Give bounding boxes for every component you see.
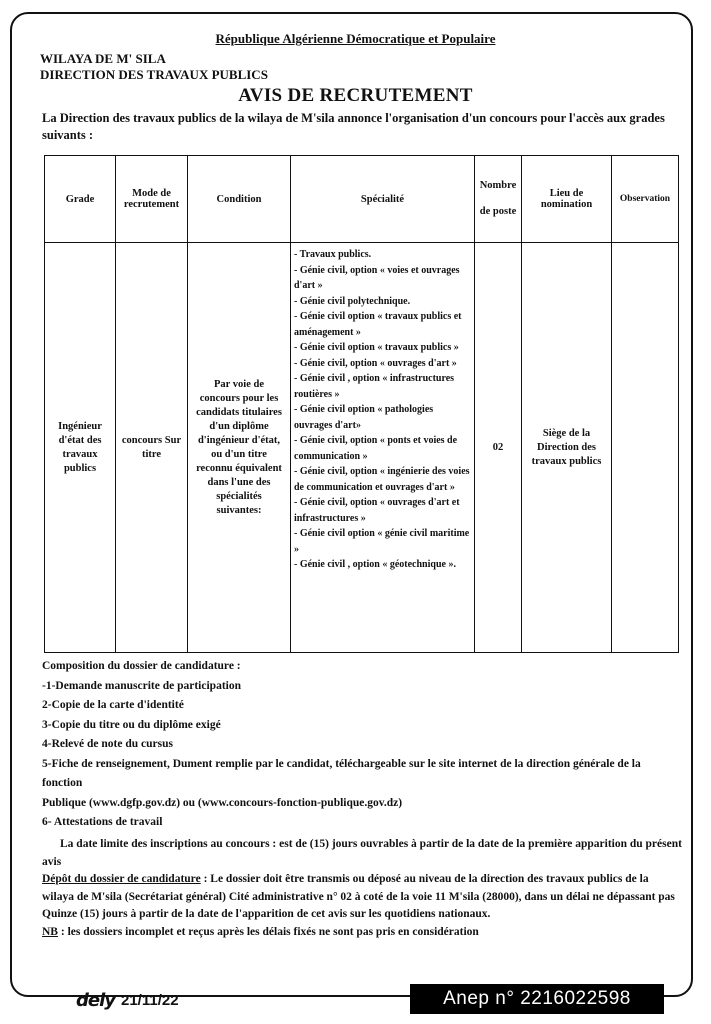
cell-lieu: Siège de la Direction des travaux publics: [522, 243, 612, 653]
specialite-item: - Génie civil, option « ouvrages d'art »: [294, 357, 457, 369]
cell-nombre: 02: [475, 243, 522, 653]
specialite-item: - Génie civil, option « ouvrages d'art et infrastructures »: [294, 497, 460, 524]
header-lieu: Lieu de nomination: [522, 156, 612, 243]
depot-text: : Le dossier doit être transmis ou déposé au niveau de la direction des travaux publics de la wilaya de M'sila (Secrétariat général) Cité administrative n° 02 à coté de la voie 11 M'sila (28000), dans un délai ne dépassant pas Quinze (15) jours à partir de la date de l'apparition de cet avis sur les quotidiens nationaux.: [42, 873, 675, 920]
dossier-item: -1-Demande manuscrite de participation: [42, 679, 241, 692]
direction-name: DIRECTION DES TRAVAUX PUBLICS: [40, 67, 268, 82]
specialite-list: [294, 247, 471, 573]
cell-condition: Par voie de concours pour les candidats titulaires d'un diplôme d'ingénieur d'état, ou d'un titre reconnu équivalent dans l'une des spécialités suivantes:: [188, 243, 291, 653]
cell-grade: Ingénieur d'état des travaux publics: [45, 243, 116, 653]
specialite-item: - Génie civil option « travaux publics »: [294, 342, 459, 353]
publication-date: 21/11/22: [121, 992, 179, 1009]
page-title: AVIS DE RECRUTEMENT: [238, 85, 473, 106]
dossier-item: 6- Attestations de travail: [42, 816, 163, 828]
header-observation: Observation: [612, 156, 679, 243]
header-specialite: Spécialité: [291, 156, 475, 243]
specialite-item: - Génie civil, option « voies et ouvrages d'art »: [294, 264, 460, 291]
nb-text: : les dossiers incomplet et reçus après les délais fixés ne sont pas pris en considération: [60, 925, 479, 938]
newspaper-logo: dely: [76, 990, 115, 1011]
specialite-item: - Génie civil option « pathologies ouvrages d'art»: [294, 404, 434, 431]
specialite-item: - Travaux publics.: [294, 249, 372, 260]
footer-publication: [76, 990, 179, 1011]
nb-paragraph: [42, 924, 682, 942]
header-mode: Mode de recrutement: [116, 156, 188, 243]
cell-observation: [612, 243, 679, 653]
table-header-row: [45, 156, 679, 243]
nb-label: NB: [42, 925, 58, 938]
closing-section: [42, 836, 682, 941]
specialite-item: - Génie civil polytechnique.: [294, 295, 411, 307]
depot-paragraph: [42, 871, 682, 924]
dossier-item: 4-Relevé de note du cursus: [42, 738, 173, 750]
dossier-item: 2-Copie de la carte d'identité: [42, 699, 184, 711]
specialite-item: - Génie civil option « travaux publics et aménagement »: [294, 311, 462, 338]
header-nombre: [475, 156, 522, 243]
header-condition: Condition: [188, 156, 291, 243]
specialite-item: - Génie civil , option « infrastructures routières »: [294, 373, 455, 400]
header-grade: Grade: [45, 156, 116, 243]
wilaya-name: WILAYA DE M' SILA: [40, 51, 166, 66]
dossier-item: 5-Fiche de renseignement, Dument remplie par le candidat, téléchargeable sur le site internet de la direction générale de la fonction: [42, 757, 641, 789]
depot-label: Dépôt du dossier de candidature: [42, 873, 201, 885]
dossier-title: Composition du dossier de candidature :: [42, 660, 241, 672]
table-row: [45, 243, 679, 653]
intro-paragraph: La Direction des travaux publics de la wilaya de M'sila annonce l'organisation d'un concours pour l'accès aux grades suivants :: [42, 111, 665, 142]
specialite-item: - Génie civil, option « ponts et voies de communication »: [294, 435, 458, 462]
dossier-list: [42, 677, 682, 833]
issuer-block: [40, 51, 268, 83]
specialite-item: - Génie civil, option « ingénierie des voies de communication et ouvrages d'art »: [294, 466, 470, 493]
anep-reference: Anep n° 2216022598: [410, 984, 664, 1014]
header-nombre-line2: de poste: [479, 206, 517, 217]
cell-mode: concours Sur titre: [116, 243, 188, 653]
dossier-item: 3-Copie du titre ou du diplôme exigé: [42, 718, 221, 731]
dossier-item: Publique (www.dgfp.gov.dz) ou (www.concours-fonction-publique.gov.dz): [42, 796, 403, 809]
cell-specialite: [291, 243, 475, 653]
specialite-item: - Génie civil , option « géotechnique ».: [294, 559, 456, 570]
header-nombre-line1: Nombre: [479, 180, 517, 191]
republic-heading: République Algérienne Démocratique et Populaire: [215, 31, 496, 46]
recruitment-table: [44, 155, 679, 653]
dossier-section: [42, 657, 682, 833]
date-limite: La date limite des inscriptions au concours : est de (15) jours ouvrables à partir de la date de la première apparition du présent avis: [42, 838, 682, 868]
specialite-item: - Génie civil option « génie civil maritime »: [294, 528, 470, 555]
